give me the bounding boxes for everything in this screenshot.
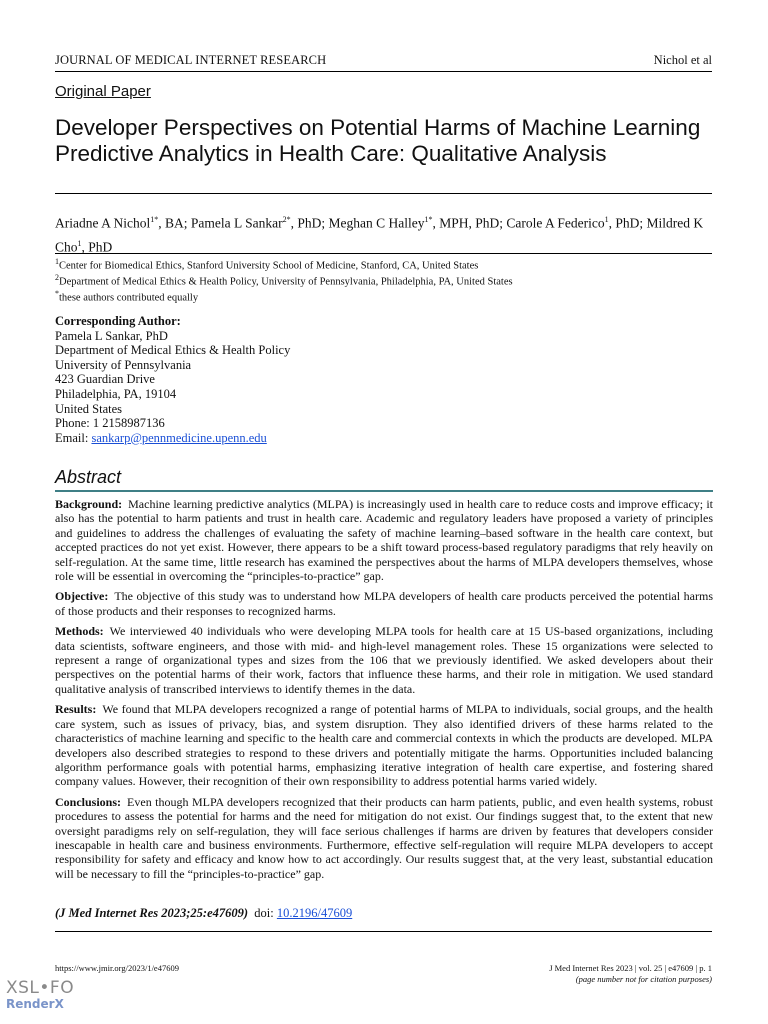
affiliation-text: Department of Medical Ethics & Health Policy, University of Pennsylvania, Philadelphia, PA, United States — [59, 276, 513, 288]
author-degree: , BA; — [158, 215, 191, 231]
section-text: We found that MLPA developers recognized a range of potential harms of MLPA to individuals, social groups, and the health care system, such as issues of privacy, bias, and system disruption. They also identified drivers of these harms related to the characteristics of machine learning and specific to the health care and commercial contexts in which the products are developed. MLPA developers also described strategies to respond to these drivers and potentially mitigate the harms. Opportunities included balancing algorithm performance goals with potential harms, emphasizing iterative integration of health care expertise, and fostering shared company values. However, their recognition of their own responsibility to address potential harms varied widely. — [55, 702, 713, 789]
author-list — [55, 210, 717, 257]
author-name: Pamela L Sankar — [190, 215, 283, 231]
author-degree: , PhD; — [290, 215, 329, 231]
journal-name: JOURNAL OF MEDICAL INTERNET RESEARCH — [55, 53, 327, 67]
page-note: (page number not for citation purposes) — [575, 974, 712, 984]
email-label: Email: — [55, 430, 92, 445]
abstract-heading: Abstract — [55, 467, 122, 487]
article-title: Developer Perspectives on Potential Harms of Machine Learning Predictive Analytics in Health Care: Qualitative Analysis — [55, 115, 701, 166]
corresponding-line: United States — [55, 401, 123, 416]
author-affiliation-mark: 2* — [282, 215, 291, 224]
email-line — [55, 431, 290, 446]
affiliation-note — [55, 288, 198, 305]
author-affiliation-mark: 1* — [150, 215, 159, 224]
corresponding-line: Pamela L Sankar, PhD — [55, 328, 168, 343]
article-type: Original Paper — [55, 83, 151, 100]
header-rule — [55, 71, 712, 72]
corresponding-author — [55, 314, 290, 445]
author-affiliation-mark: 1 — [77, 238, 82, 248]
author-name: Carole A Federico — [506, 215, 605, 231]
author-degree: , MPH, PhD; — [432, 215, 507, 231]
corresponding-line: Phone: 1 2158987136 — [55, 416, 165, 431]
section-text: Machine learning predictive analytics (MLPA) is increasingly used in health care to reduce costs and improve efficacy; it also has the potential to harm patients and trust in health care. Academic and regulatory leaders have proposed a variety of principles and guidelines to address the challenges of evaluating the safety of machine learning–based software in the health care context, but accepted practices do not yet exist. However, there appears to be a shift toward process-based regulatory paradigms that rely heavily on self-regulation. At the same time, little research has examined the perspectives about the harms of MLPA developers themselves, whose role will be essential in overcoming the “principles-to-practice” gap. — [55, 497, 713, 584]
section-label: Background: — [55, 497, 123, 511]
section-label: Methods: — [55, 624, 104, 639]
corresponding-line: Philadelphia, PA, 19104 — [55, 386, 177, 401]
corresponding-line: University of Pennsylvania — [55, 357, 192, 372]
corresponding-line: Department of Medical Ethics & Health Policy — [55, 343, 291, 358]
affiliation-2 — [55, 272, 513, 289]
section-text: We interviewed 40 individuals who were developing MLPA tools for health care at 15 US-based organizations, including data scientists, software engineers, and those with mid- and high-level management roles. These 15 organizations were selected to represent a range of organizational types and sizes from the 106 that we previously identified. We asked developers about their perspectives on the potential harms of their work, factors that influence these harms, and their role in mitigation. We used standard qualitative analysis of transcribed interviews to identify themes in the data. — [55, 624, 713, 696]
abstract-conclusions — [55, 795, 713, 881]
renderer-watermark — [6, 980, 74, 1012]
affiliation-mark: 2 — [55, 273, 59, 282]
section-text: The objective of this study was to understand how MLPA developers of health care products perceived the potential harms of those products and their responses to recognized harms. — [55, 589, 713, 618]
affiliation-mark: * — [55, 289, 59, 298]
affiliation-mark: 1 — [55, 257, 59, 266]
section-text: Even though MLPA developers recognized that their products can harm patients, public, and even health systems, robust procedures to assess the potential for harms and the need for mitigation do not exist. Our findings suggest that, to the extent that new oversight paradigms rely on self-regulation, they will face serious challenges if harms are driven by features that developers consider inescapable in health care and business environments. Furthermore, effective self-regulation will require MLPA developers to accept responsibility for safety and efficacy and know how to act accordingly. Our results suggest that, at the very least, substantial education will be necessary to fill the “principles-to-practice” gap. — [55, 794, 713, 881]
section-label: Conclusions: — [55, 794, 122, 809]
affiliation-text: these authors contributed equally — [59, 292, 199, 304]
author-degree: , PhD — [81, 239, 113, 254]
abstract-objective — [55, 589, 713, 618]
abstract-background — [55, 497, 713, 583]
author-affiliation-mark: 1 — [604, 215, 609, 224]
abstract-body — [55, 497, 713, 887]
author-name: Meghan C Halley — [328, 215, 425, 231]
author-degree: , PhD; — [608, 215, 647, 231]
abstract-rule — [55, 490, 713, 492]
running-author: Nichol et al — [653, 53, 712, 67]
abstract-methods — [55, 624, 713, 696]
author-rule — [55, 253, 712, 254]
watermark-line-1: XSL•FO — [6, 978, 75, 998]
title-rule — [55, 193, 712, 194]
affiliation-text: Center for Biomedical Ethics, Stanford University School of Medicine, Stanford, CA, United States — [59, 260, 479, 272]
author-affiliation-mark: 1* — [424, 215, 433, 224]
author-name: Mildred K Cho — [55, 215, 704, 254]
corresponding-label: Corresponding Author: — [55, 314, 181, 328]
affiliation-1 — [55, 256, 478, 273]
citation-reference: (J Med Internet Res 2023;25:e47609) — [55, 906, 249, 920]
footer-rule — [55, 931, 712, 932]
section-label: Results: — [55, 702, 97, 717]
doi-link[interactable]: 10.2196/47609 — [276, 906, 353, 920]
corresponding-line: 423 Guardian Drive — [55, 372, 155, 387]
email-link[interactable]: sankarp@pennmedicine.upenn.edu — [91, 430, 267, 445]
abstract-results — [55, 702, 713, 788]
page-number: J Med Internet Res 2023 | vol. 25 | e47609 | p. 1 — [549, 963, 712, 973]
watermark-line-2: RenderX — [6, 997, 64, 1011]
article-url: https://www.jmir.org/2023/1/e47609 — [55, 963, 179, 973]
doi-label: doi: — [254, 906, 277, 920]
section-label: Objective: — [55, 589, 109, 604]
citation — [55, 906, 352, 921]
author-name: Ariadne A Nichol — [55, 215, 151, 231]
page-info — [549, 963, 712, 985]
